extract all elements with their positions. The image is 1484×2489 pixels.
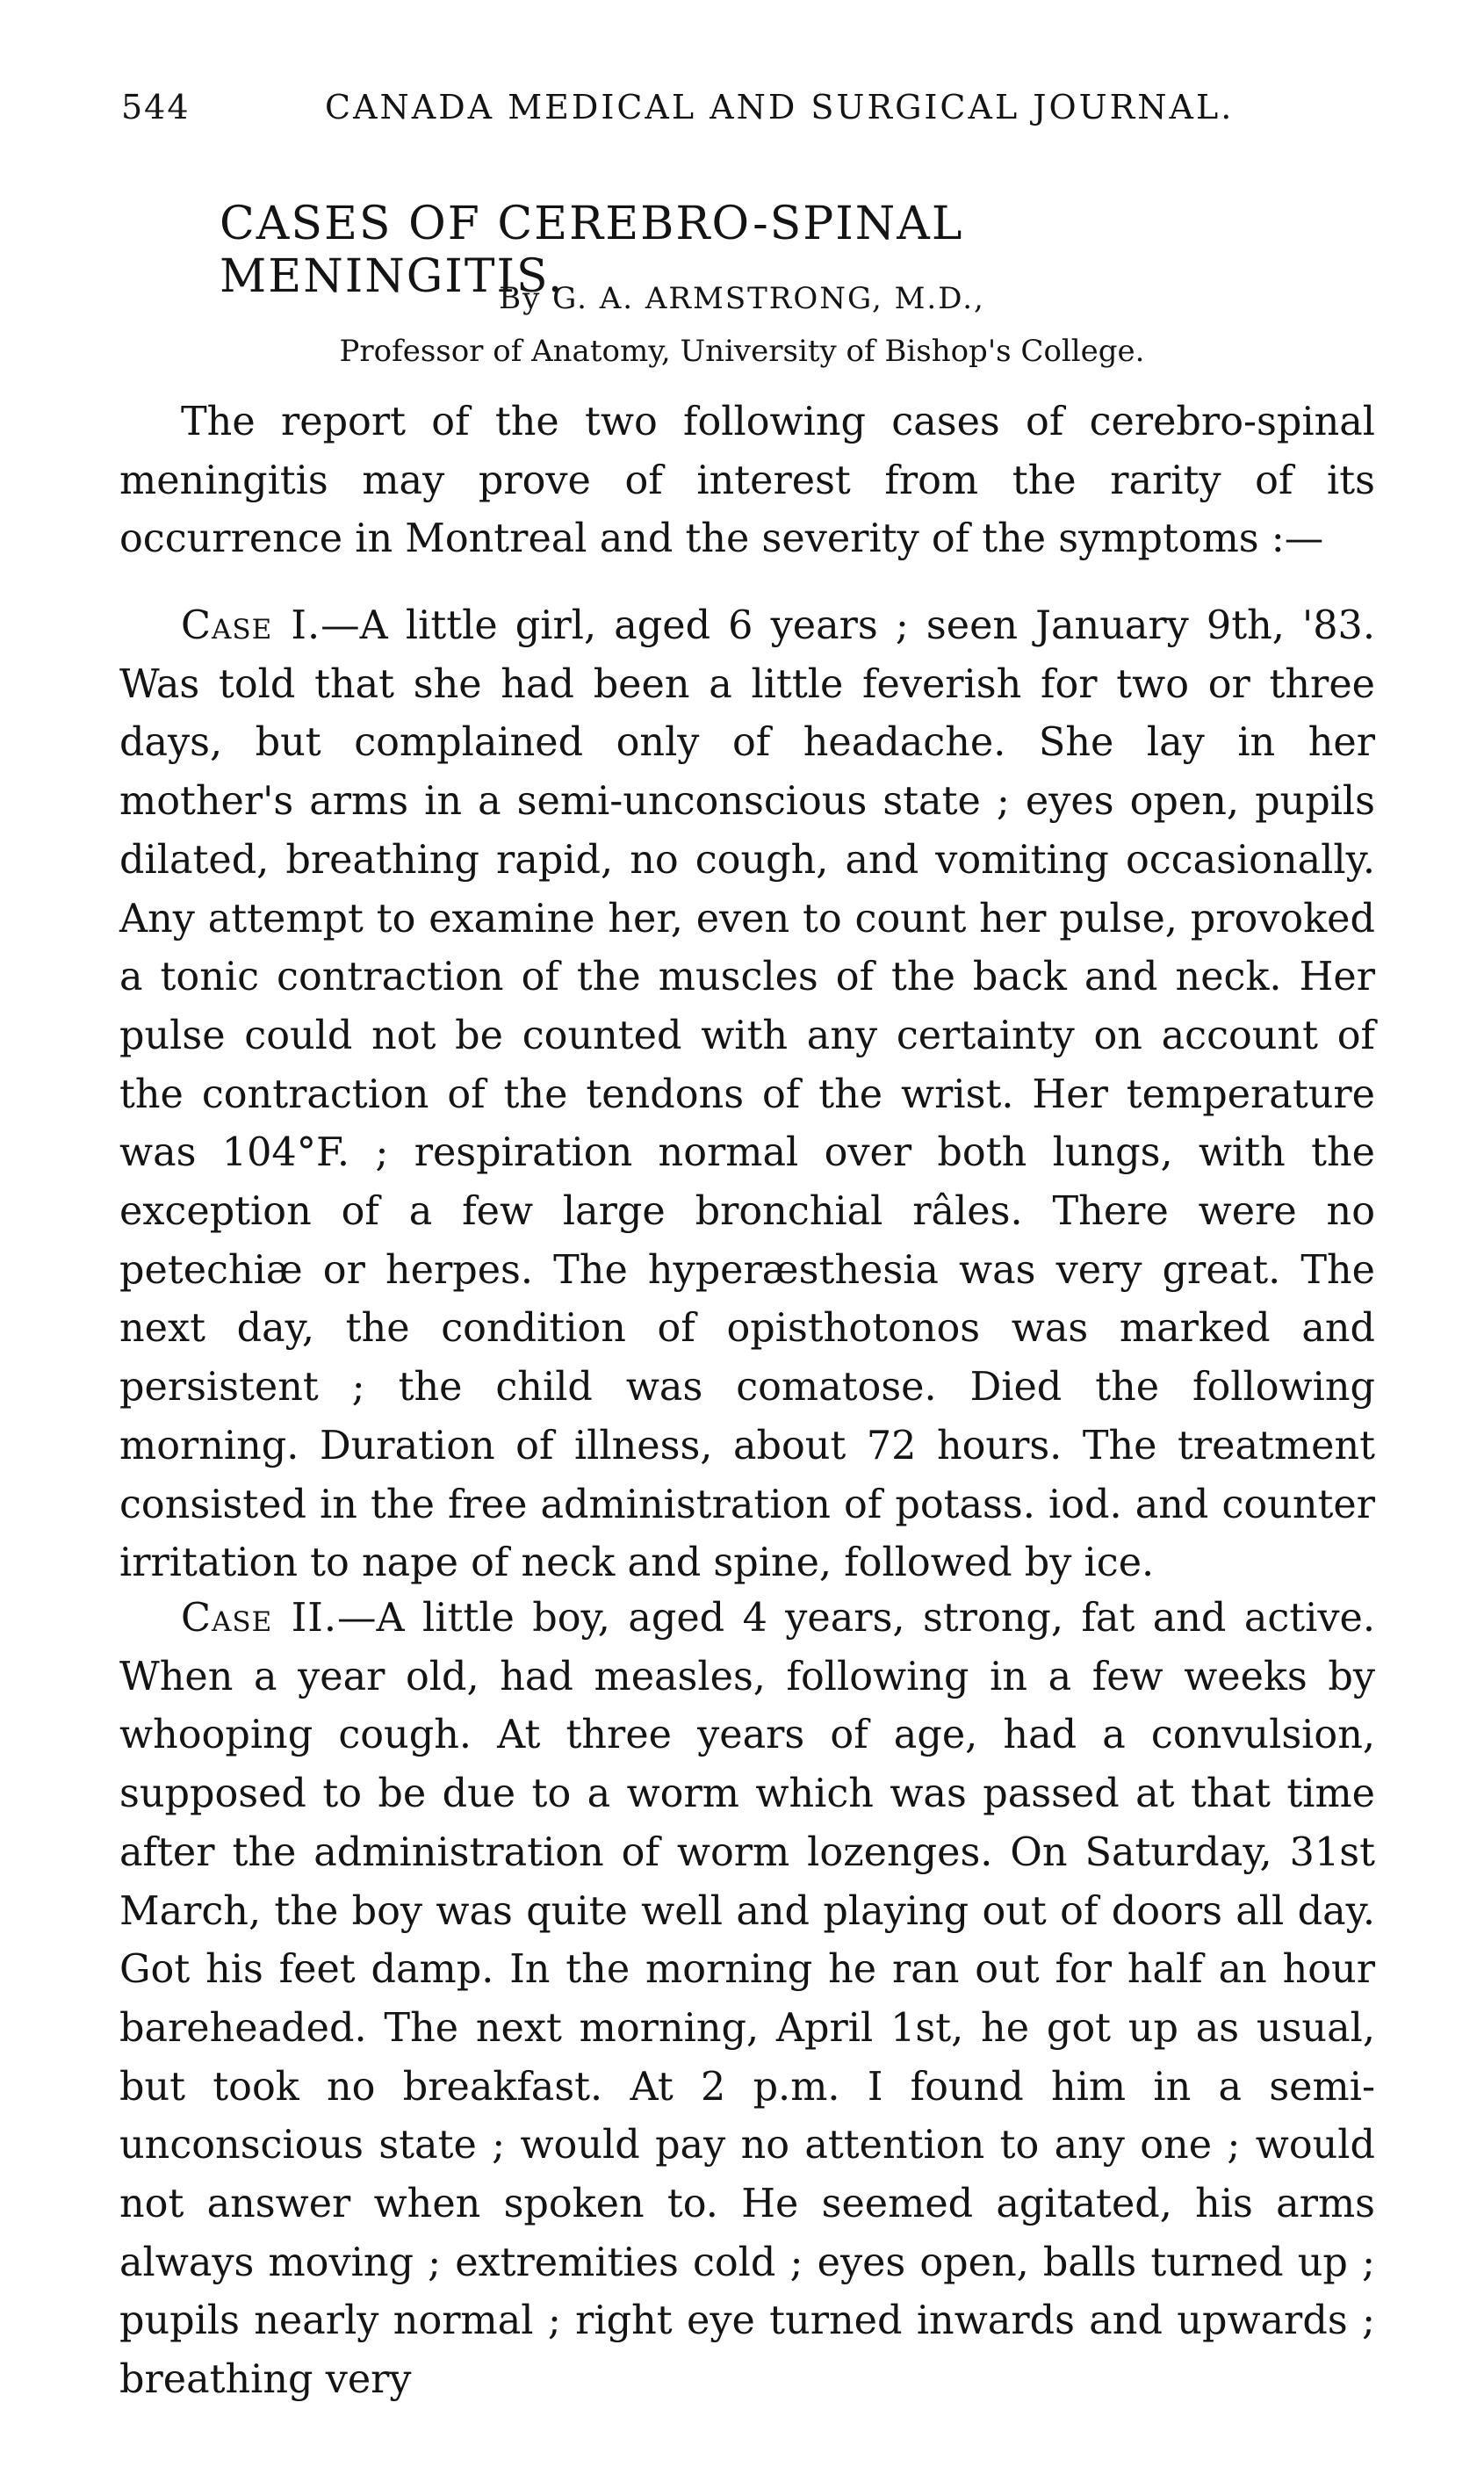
intro-paragraph: The report of the two following cases of cerebro-spinal meningitis may prove of interest from the rarity of its occurrence in Montreal and the severity of the symptoms :— (119, 400, 1375, 562)
journal-name: CANADA MEDICAL AND SURGICAL JOURNAL. (325, 88, 1235, 126)
running-head (121, 88, 1377, 141)
author-affiliation: Professor of Anatomy, University of Bishop's College. (339, 334, 1145, 369)
case-2-label: Case II. (181, 1596, 338, 1641)
case-1-label: Case I. (181, 603, 321, 648)
case-2-text: —A little boy, aged 4 years, strong, fat and active. When a year old, had measles, following in a few weeks by whooping cough. At three years of age, had a convulsion, supposed to be due to a worm which was passed at that time after the administration of worm lozenges. On Saturday, 31st March, the boy was quite well and playing out of doors all day. Got his feet damp. In the morning he ran out for half an hour bareheaded. The next morning, April 1st, he got up as usual, but took no breakfast. At 2 p.m. I found him in a semi-unconscious state ; would pay no attention to any one ; would not answer when spoken to. He seemed agitated, his arms always moving ; extremities cold ; eyes open, balls turned up ; pupils nearly normal ; right eye turned inwards and upwards ; breathing very (119, 1596, 1376, 2403)
case-2-paragraph (119, 1590, 1375, 2410)
article-title: CASES OF CEREBRO-SPINAL MENINGITIS. (220, 198, 964, 303)
page-number: 544 (121, 88, 191, 126)
author-byline: By G. A. ARMSTRONG, M.D., (499, 281, 985, 316)
case-1-text: —A little girl, aged 6 years ; seen January 9th, '83. Was told that she had been a little feverish for two or three days, but complained only of headache. She lay in her mother's arms in a semi-unconscious state ; eyes open, pupils dilated, breathing rapid, no cough, and vomiting occasionally. Any attempt to examine her, even to count her pulse, provoked a tonic contraction of the muscles of the back and neck. Her pulse could not be counted with any certainty on account of the contraction of the tendons of the wrist. Her temperature was 104°F. ; respiration normal over both lungs, with the exception of a few large bronchial râles. There were no petechiæ or herpes. The hyperæsthesia was very great. The next day, the condition of opisthotonos was marked and persistent ; the child was comatose. Died the following morning. Duration of illness, about 72 hours. The treatment consisted in the free administration of potass. iod. and counter irritation to nape of neck and spine, followed by ice. (119, 603, 1376, 1586)
case-1-paragraph (119, 597, 1375, 1593)
